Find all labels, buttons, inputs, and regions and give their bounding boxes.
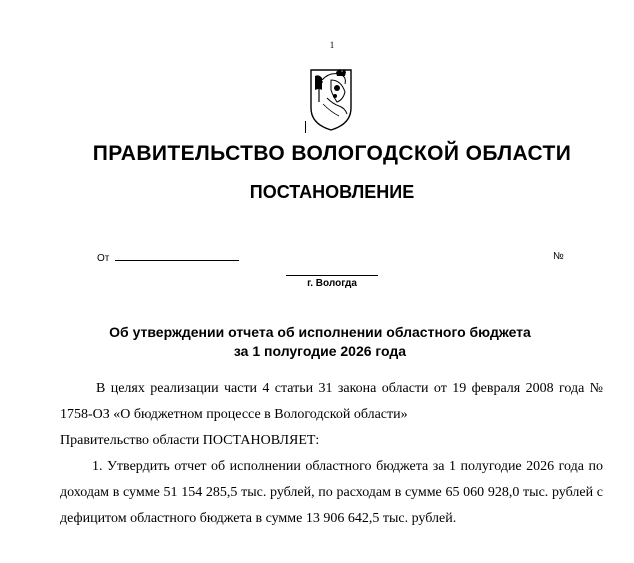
date-blank: [115, 251, 239, 261]
document-type: ПОСТАНОВЛЕНИЕ: [249, 182, 415, 202]
vologda-coat-of-arms-icon: [309, 68, 353, 132]
paragraph-item-1: 1. Утвердить отчет об исполнении областного бюджета за 1 полугодие 2026 года по доходам в сумме 51 154 285,5 тыс. рублей, по расходам в сумме 65 060 928,0 тыс. рублей с дефицитом областного бюджета в сумме 13 906 642,5 тыс. рублей.: [60, 459, 603, 526]
government-name: ПРАВИТЕЛЬСТВО ВОЛОГОДСКОЙ ОБЛАСТИ: [92, 142, 572, 165]
city-name: г. Вологда: [307, 278, 357, 289]
title-line-1: Об утверждении отчета об исполнении областного бюджета: [109, 324, 531, 340]
document-title: [0, 323, 634, 361]
city-underline: [286, 275, 378, 276]
number-label: №: [553, 251, 564, 262]
title-line-2: за 1 полугодие 2026 года: [233, 343, 407, 359]
text-cursor: [305, 121, 306, 133]
date-field: [97, 251, 239, 264]
paragraph-preamble: В целях реализации части 4 статьи 31 закона области от 19 февраля 2008 года № 1758-ОЗ «О бюджетном процессе в Вологодской области»: [60, 381, 603, 422]
page-number: 1: [329, 40, 335, 50]
paragraph-resolves: Правительство области ПОСТАНОВЛЯЕТ:: [60, 433, 320, 448]
date-prefix: От: [97, 253, 110, 264]
